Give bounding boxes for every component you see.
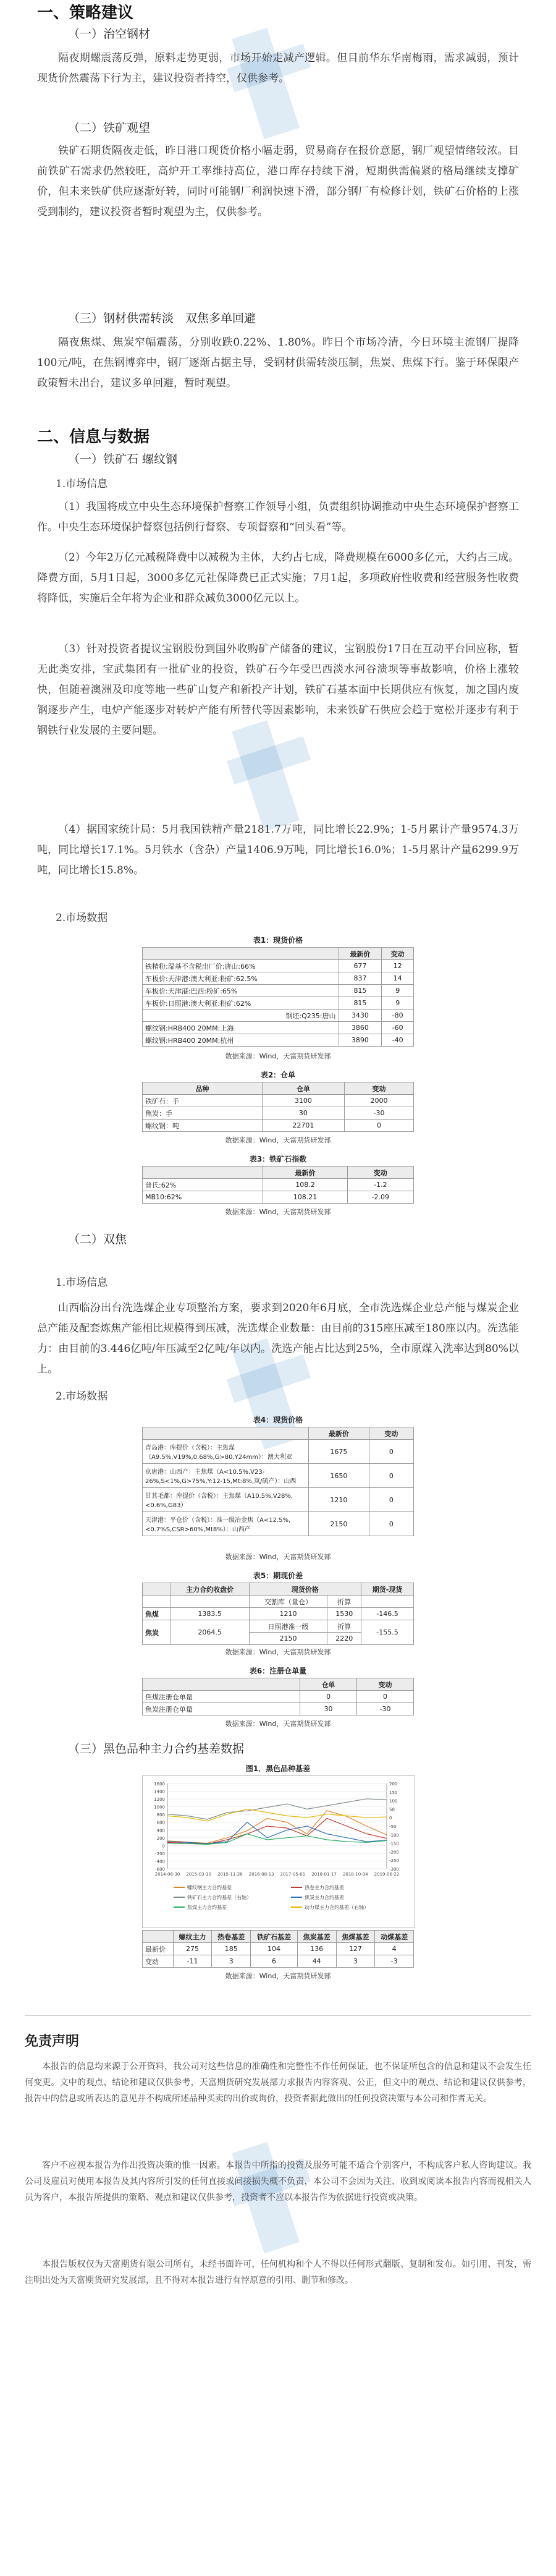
table-header: 变动 <box>357 1678 414 1691</box>
y2-tick-label: 200 <box>389 1782 398 1787</box>
y-tick-label: -600 <box>155 1867 165 1872</box>
paragraph-coke: 隔夜焦煤、焦炭窄幅震荡，分别收跌0.22%、1.80%。昨日个市场冷清，今日环境主流钢厂提降100元/吨，在焦钢博弈中，钢厂逐渐占据主导，受钢材供需转淡压制，焦炭、焦煤下行。鉴于环保限产政策暂未出台，建议多单回避，暂时观望。 <box>37 336 519 389</box>
y-tick-label: 600 <box>156 1820 165 1826</box>
table-cell: 3 <box>212 1955 251 1968</box>
legend-label: 铁矿石主力合约基差（右轴） <box>187 1895 251 1900</box>
table-cell: 螺纹钢:HRB400 20MM:杭州 <box>143 1034 339 1047</box>
table-basis-summary <box>142 1930 414 1968</box>
table-cell <box>171 1596 249 1608</box>
table-cell: 天津港：平仓价（含税）：准一级冶金焦（A<12.5%,<0.7%S,CSR>60%,Mt8%）：山西产 <box>143 1512 309 1536</box>
table-cell: -30 <box>357 1703 414 1715</box>
y-tick-label: 200 <box>156 1835 165 1841</box>
table-cell: 3100 <box>262 1095 344 1107</box>
table-1-caption: 表1：现货价格 <box>253 936 303 945</box>
table-header: 热卷基差 <box>212 1931 251 1943</box>
table-header: 主力合约收盘价 <box>171 1583 249 1596</box>
y2-tick-label: 50 <box>389 1807 395 1813</box>
table-3-caption: 表3：铁矿石指数 <box>249 1155 307 1163</box>
table-cell: 0 <box>369 1464 413 1488</box>
table-cell: -40 <box>382 1034 414 1047</box>
table-cell: MB10:62% <box>143 1191 263 1204</box>
table-cell: 车板价:天津港:巴西:粉矿:65% <box>143 985 339 997</box>
table-cell: 车板价:天津港:澳大利亚:粉矿:62.5% <box>143 972 339 985</box>
table-header: 变动 <box>344 1082 413 1095</box>
label-market-info: 1.市场信息 <box>56 478 108 490</box>
table-cell: 9 <box>382 985 414 997</box>
subsection-title-iron-ore: （二）铁矿观望 <box>68 121 151 135</box>
table-header: 动煤基差 <box>375 1931 414 1943</box>
disclaimer-paragraph-2: 客户不应视本报告为作出投资决策的惟一因素。本报告中所指的投资及服务可能不适合个别客户，不构成客户私人咨询建议。我公司及雇员对使用本报告及其内容所引发的任何直接或间接损失概不负责，本公司不会因为关注、收到或阅读本报告内容而视相关人员为客户，本报告所提供的策略、观点和建议仅供参考，投资者不应以本报告作为依据进行投资或决策。 <box>25 2161 531 2203</box>
table-cell: 3860 <box>339 1022 382 1034</box>
table-cell: 2000 <box>344 1095 413 1107</box>
label-market-data: 2.市场数据 <box>56 1390 108 1403</box>
table-cell: 3430 <box>339 1010 382 1022</box>
table-header: 品种 <box>143 1082 263 1095</box>
table-header: 变动 <box>369 1427 413 1440</box>
paragraph-info-2: （2）今年2万亿元减税降费中以减税为主体，大约占七成，降费规模在6000多亿元，大约占三成。降费方面，5月1日起，3000多亿元社保降费已正式实施；7月1起，多项政府性收费和经营服务性收费将降低，实施后全年将为企业和群众减负3000亿元以上。 <box>37 551 519 605</box>
table-iron-ore-index <box>142 1166 414 1204</box>
figure-1-source: 数据来源：Wind，天富期货研发部 <box>225 1972 331 1980</box>
y2-tick-label: -150 <box>389 1841 399 1847</box>
table-cell: -30 <box>344 1107 413 1120</box>
y2-tick-label: -250 <box>389 1858 399 1864</box>
table-cell: 2150 <box>309 1512 369 1536</box>
table-3-source: 数据来源：Wind，天富期货研发部 <box>225 1208 331 1216</box>
table-cell: 108.2 <box>263 1179 347 1191</box>
subsection-title-basis: （三）黑色品种主力合约基差数据 <box>68 1742 245 1756</box>
table-header: 铁矿石基差 <box>251 1931 298 1943</box>
table-cell: 焦炭注册仓单量 <box>143 1703 300 1715</box>
table-header: 期货-现货 <box>361 1583 414 1596</box>
y2-tick-label: 100 <box>389 1798 398 1804</box>
table-cell: 螺纹钢:HRB400 20MM:上海 <box>143 1022 339 1034</box>
table-header: 焦煤基差 <box>336 1931 375 1943</box>
table-cell: 变动 <box>143 1955 174 1968</box>
legend-label: 焦炭主力合约基差 <box>305 1895 344 1900</box>
subsection-title-steel: （一）治空钢材 <box>68 27 151 41</box>
table-cell: -60 <box>382 1022 414 1034</box>
y-tick-label: 1400 <box>154 1789 165 1795</box>
table-header: 焦炭基差 <box>297 1931 336 1943</box>
table-cell: -155.5 <box>361 1620 414 1645</box>
table-cell: 车板价:日照港:澳大利亚:粉矿:62% <box>143 997 339 1010</box>
label-market-info: 1.市场信息 <box>56 1277 108 1289</box>
table-cell <box>143 1596 171 1608</box>
table-5-caption: 表5：期现价差 <box>253 1571 303 1580</box>
table-cell: 14 <box>382 972 414 985</box>
table-cell: 2220 <box>327 1633 361 1645</box>
paragraph-coal-info: 山西临汾出台洗选煤企业专项整治方案，要求到2020年6月底，全市洗选煤企业总产能与煤炭企业总产能及配套炼焦产能相比规模得到压减，洗选煤企业数量：由目前的315座压减至180座以内。洗选能力：由目前的3.446亿吨/年压减至2亿吨/年以内。洗选产能占比达到25%，全市原煤入洗率达到80%以上。 <box>37 1302 519 1375</box>
table-5-source: 数据来源：Wind，天富期货研发部 <box>225 1648 331 1656</box>
table-header <box>143 948 339 960</box>
y2-tick-label: -100 <box>389 1832 399 1838</box>
table-cell: 2064.5 <box>171 1620 249 1645</box>
table-cell: 交割库（量仓） <box>249 1596 327 1608</box>
subsection-title-coal-coke: （二）双焦 <box>68 1233 127 1246</box>
table-cell: 0 <box>357 1691 414 1703</box>
table-cell: 104 <box>251 1943 298 1955</box>
table-2-source: 数据来源：Wind，天富期货研发部 <box>225 1136 331 1144</box>
paragraph-iron-ore: 铁矿石期货隔夜走低，昨日港口现货价格小幅走弱，贸易商存在报价意愿，钢厂观望情绪较浓。目前铁矿石需求仍然较旺，高炉开工率维持高位，港口库存持续下滑，短期供需偏紧的格局继续支撑矿价，但未来铁矿供应逐渐好转，同时可能钢厂利润快速下滑，部分钢厂有检修计划，铁矿石价格的上涨受到制约，建议投资者暂时观望为主，仅供参考。 <box>37 145 519 218</box>
table-cell: 3 <box>336 1955 375 1968</box>
y-tick-label: 400 <box>156 1828 165 1834</box>
legend-label: 螺纹钢主力合约基差 <box>187 1885 232 1890</box>
table-header: 仓单 <box>262 1082 344 1095</box>
table-cell: 日照港准一级 <box>249 1620 327 1633</box>
x-tick-label: 2017-05-01 <box>280 1872 306 1877</box>
legend-label: 焦煤主力合约基差 <box>187 1905 227 1910</box>
table-cell: 1210 <box>309 1488 369 1512</box>
table-cell: -11 <box>173 1955 212 1968</box>
table-4-caption: 表4：现货价格 <box>253 1416 303 1424</box>
table-cell: 铁矿石：手 <box>143 1095 263 1107</box>
section-title-strategy: 一、策略建议 <box>37 4 134 22</box>
series-line <box>167 1809 387 1821</box>
table-cell: 185 <box>212 1943 251 1955</box>
subsection-title-coke: （三）钢材供需转淡 双焦多单回避 <box>68 312 256 325</box>
table-cell: 甘其毛都：库提价（含税）：主焦煤（A10.5%,V28%,<0.6%,G83） <box>143 1488 309 1512</box>
table-cell: 铁精粉:湿基不含税出厂价:唐山:66% <box>143 960 339 972</box>
series-line <box>167 1822 387 1844</box>
disclaimer-paragraph-1: 本报告的信息均来源于公开资料，我公司对这些信息的准确性和完整性不作任何保证，也不保证所包含的信息和建议不会发生任何变更。文中的观点、结论和建议仅供参考，天富期货研究发展部力求报告内容客观、公正，但文中的观点、结论和建议仅供参考，报告中的信息或所表达的意见并不构成所述品种买卖的出价或询价，投资者据此做出的任何投资决策与本公司和作者无关。 <box>25 2062 531 2104</box>
paragraph-info-3: （3）针对投资者提议宝钢股份到国外收购矿产储备的建议，宝钢股份17日在互动平台回应称，暂无此类安排，宝武集团有一批矿业的投资，铁矿石今年受巴西淡水河谷溃坝等事故影响，价格上涨较快，但随着澳洲及印度等地一些矿山复产和新投产计划，铁矿石基本面中长期供应有恢复，加之国内废钢逐步产生，电炉产能逐步对转炉产能有所替代等因素影响，未来铁矿石供应会趋于宽松并逐步有利于钢铁行业发展的主要问题。 <box>37 643 519 737</box>
table-cell: 30 <box>262 1107 344 1120</box>
disclaimer-paragraph-3: 本报告版权仅为天富期货有限公司所有，未经书面许可，任何机构和个人不得以任何形式翻版、复制和发布。如引用、刊发，需注明出处为天富期货研究发展部，且不得对本报告进行有悖原意的引用、删节和修改。 <box>25 2259 531 2285</box>
table-cell: 136 <box>297 1943 336 1955</box>
table-cell: -80 <box>382 1010 414 1022</box>
table-registered-receipts <box>142 1678 414 1715</box>
x-tick-label: 2015-03-10 <box>186 1872 212 1877</box>
y2-tick-label: 0 <box>389 1816 392 1821</box>
table-header <box>143 1678 300 1691</box>
table-cell: 折算 <box>327 1596 361 1608</box>
y2-tick-label: -50 <box>389 1824 397 1829</box>
table-header: 仓单 <box>300 1678 357 1691</box>
table-cell: 9 <box>382 997 414 1010</box>
table-cell: 折算 <box>327 1620 361 1633</box>
table-cell: 837 <box>339 972 382 985</box>
paragraph-info-4: （4）据国家统计局：5月我国铁精产量2181.7万吨，同比增长22.9%；1-5月累计产量9574.3万吨，同比增长17.1%。5月铁水（含杂）产量1406.9万吨，同比增长16.0%；1-5月累计产量6299.9万吨，同比增长15.8%。 <box>37 823 519 877</box>
table-header <box>143 1167 263 1179</box>
y2-tick-label: -300 <box>389 1867 399 1872</box>
disclaimer-title: 免责声明 <box>25 2033 80 2049</box>
table-cell: -1.2 <box>347 1179 413 1191</box>
y2-tick-label: 150 <box>389 1790 398 1795</box>
table-cell: 最新价 <box>143 1943 174 1955</box>
y-tick-label: 1200 <box>154 1797 165 1803</box>
x-tick-label: 2018-10-04 <box>342 1872 368 1877</box>
table-cell: 1675 <box>309 1440 369 1464</box>
plot-area <box>167 1783 387 1869</box>
x-tick-label: 2016-08-13 <box>248 1872 274 1877</box>
table-cell: 677 <box>339 960 382 972</box>
table-cell: 0 <box>300 1691 357 1703</box>
figure-1-caption: 图1．黑色品种基差 <box>245 1764 311 1773</box>
table-coal-spot <box>142 1427 414 1536</box>
y-tick-label: -200 <box>155 1851 165 1856</box>
table-cell: 0 <box>369 1440 413 1464</box>
divider <box>25 2015 531 2016</box>
table-header: 变动 <box>347 1167 413 1179</box>
table-cell: 0 <box>369 1488 413 1512</box>
table-cell: -3 <box>375 1955 414 1968</box>
table-cell <box>361 1596 414 1608</box>
table-cell: 815 <box>339 997 382 1010</box>
table-cell: 焦炭 <box>143 1620 171 1645</box>
table-spot-prices <box>142 947 414 1047</box>
table-6-source: 数据来源：Wind，天富期货研发部 <box>225 1720 331 1728</box>
table-cell: 6 <box>251 1955 298 1968</box>
table-header <box>143 1583 171 1596</box>
table-basis <box>142 1583 414 1645</box>
x-tick-label: 2015-11-28 <box>217 1872 243 1877</box>
table-cell: 12 <box>382 960 414 972</box>
table-cell: 1530 <box>327 1608 361 1620</box>
table-6-caption: 表6：注册仓单量 <box>249 1667 307 1675</box>
table-cell: 22701 <box>262 1120 344 1132</box>
table-cell: 普氏:62% <box>143 1179 263 1191</box>
table-cell: 京唐港：山西产：主焦煤（A<10.5%,V23-26%,S<1%,G>75%,Y:12-15,Mt:8%,岚/硫产）：山西 <box>143 1464 309 1488</box>
x-tick-label: 2019-06-22 <box>374 1872 400 1877</box>
table-header: 变动 <box>382 948 414 960</box>
y-tick-label: 800 <box>156 1813 165 1818</box>
basis-line-chart <box>142 1775 415 1928</box>
table-warehouse-receipts <box>142 1082 414 1132</box>
label-market-data: 2.市场数据 <box>56 912 108 924</box>
table-2-caption: 表2：仓单 <box>260 1071 296 1079</box>
table-header: 螺纹主力 <box>173 1931 212 1943</box>
table-cell: 钢坯:Q235:唐山 <box>143 1010 339 1022</box>
table-cell: 3890 <box>339 1034 382 1047</box>
x-tick-label: 2018-01-17 <box>311 1872 337 1877</box>
table-header <box>143 1931 174 1943</box>
table-cell: 1650 <box>309 1464 369 1488</box>
y-tick-label: -400 <box>155 1859 165 1864</box>
table-cell: 30 <box>300 1703 357 1715</box>
table-cell: -2.09 <box>347 1191 413 1204</box>
table-cell: 焦炭：手 <box>143 1107 263 1120</box>
table-header: 现货价格 <box>249 1583 361 1596</box>
table-cell: 1383.5 <box>171 1608 249 1620</box>
table-cell: 0 <box>344 1120 413 1132</box>
table-cell: 焦煤 <box>143 1608 171 1620</box>
table-header <box>143 1427 309 1440</box>
y-tick-label: 1600 <box>154 1782 165 1787</box>
table-cell: 螺纹钢：吨 <box>143 1120 263 1132</box>
section-title-info-data: 二、信息与数据 <box>37 428 150 446</box>
legend-label: 动力煤主力合约基差（右轴） <box>305 1905 369 1910</box>
table-cell: 焦煤注册仓单量 <box>143 1691 300 1703</box>
table-cell: 108.21 <box>263 1191 347 1204</box>
table-cell: 2150 <box>249 1633 327 1645</box>
y-tick-label: 1000 <box>154 1804 165 1810</box>
table-cell: 1210 <box>249 1608 327 1620</box>
table-cell: 815 <box>339 985 382 997</box>
table-cell: 青岛港：库提价（含税）：主焦煤（A9.5%,V19%,0.68%,G>80,Y24mm）：澳大利亚 <box>143 1440 309 1464</box>
table-cell: 4 <box>375 1943 414 1955</box>
paragraph-steel: 隔夜期螺震荡反弹，原料走势更弱，市场开始走减产逻辑。但目前华东华南梅雨，需求减弱，预计现货价然震荡下行为主，建议投资者持空，仅供参考。 <box>37 52 519 85</box>
table-cell: -146.5 <box>361 1608 414 1620</box>
table-header: 最新价 <box>263 1167 347 1179</box>
legend-label: 热卷主力合约基差 <box>305 1885 344 1890</box>
table-cell: 0 <box>369 1512 413 1536</box>
table-cell: 275 <box>173 1943 212 1955</box>
x-tick-label: 2014-06-30 <box>154 1872 180 1877</box>
y2-tick-label: -200 <box>389 1850 399 1855</box>
table-header: 最新价 <box>339 948 382 960</box>
table-cell: 127 <box>336 1943 375 1955</box>
subsection-title-ore-rebar: （一）铁矿石 螺纹钢 <box>68 453 178 466</box>
table-cell: 44 <box>297 1955 336 1968</box>
table-header: 最新价 <box>309 1427 369 1440</box>
y-tick-label: 0 <box>162 1843 165 1849</box>
paragraph-info-1: （1）我国将成立中央生态环境保护督察工作领导小组，负责组织协调推动中央生态环境保护督察工作。中央生态环境保护督察包括例行督察、专项督察和“回头看”等。 <box>37 501 519 533</box>
table-4-source: 数据来源：Wind，天富期货研发部 <box>225 1553 331 1561</box>
table-1-source: 数据来源：Wind，天富期货研发部 <box>225 1052 331 1060</box>
